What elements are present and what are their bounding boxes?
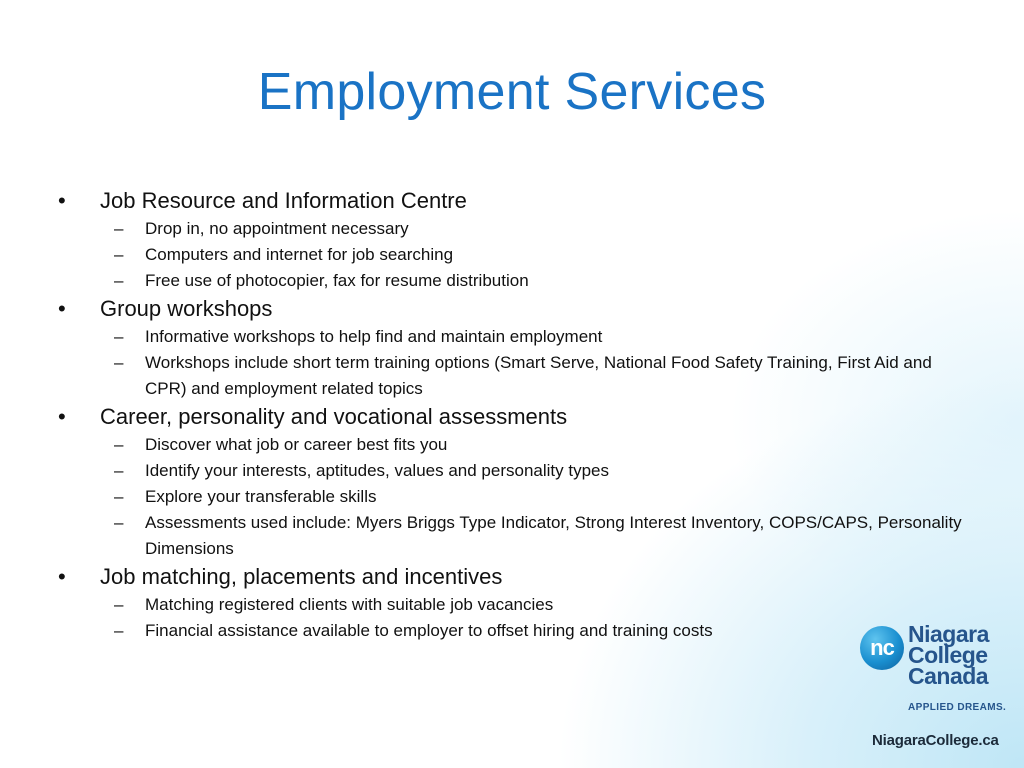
logo-line: Niagara [908, 621, 989, 647]
bullet-list [56, 186, 976, 644]
bullet-item [56, 562, 976, 591]
nc-logo-icon: nc [860, 626, 904, 670]
sub-item-text: Workshops include short term training options (Smart Serve, National Food Safety Training, First Aid and CPR) and employment related topics [145, 353, 932, 398]
sub-item-text: Drop in, no appointment necessary [145, 219, 409, 238]
sub-item-text: Identify your interests, aptitudes, values and personality types [145, 461, 609, 480]
sub-item [56, 242, 965, 268]
sub-item [56, 350, 965, 402]
bullet-icon: • [58, 564, 66, 589]
sub-item-text: Financial assistance available to employer to offset hiring and training costs [145, 621, 713, 640]
bullet-icon: • [58, 404, 66, 429]
sub-item [56, 510, 965, 562]
bullet-item [56, 402, 976, 431]
sub-item [56, 484, 965, 510]
sub-item [56, 216, 965, 242]
bullet-item [56, 294, 976, 323]
sub-item-text: Computers and internet for job searching [145, 245, 454, 264]
logo-tagline: APPLIED DREAMS. [908, 702, 1007, 713]
sub-item [56, 592, 965, 618]
bullet-heading: Group workshops [100, 296, 273, 321]
bullet-heading: Career, personality and vocational assessments [100, 404, 568, 429]
niagara-college-logo [860, 621, 1010, 718]
sub-item-text: Matching registered clients with suitable job vacancies [145, 595, 554, 614]
dash-icon: – [114, 327, 124, 346]
dash-icon: – [114, 353, 124, 372]
sub-item [56, 268, 965, 294]
bullet-heading: Job Resource and Information Centre [100, 188, 467, 213]
bullet-icon: • [58, 188, 66, 213]
bullet-icon: • [58, 296, 66, 321]
sub-item-text: Free use of photocopier, fax for resume distribution [145, 271, 529, 290]
website-url: NiagaraCollege.ca [872, 732, 999, 749]
dash-icon: – [114, 435, 124, 454]
dash-icon: – [114, 271, 124, 290]
dash-icon: – [114, 487, 124, 506]
sub-item [56, 432, 965, 458]
bullet-heading: Job matching, placements and incentives [100, 564, 503, 589]
sub-item-text: Assessments used include: Myers Briggs Type Indicator, Strong Interest Inventory, COPS/CAPS, Personality Dimensions [145, 513, 962, 558]
logo-line: Canada [908, 663, 989, 689]
dash-icon: – [114, 219, 124, 238]
sub-item-text: Discover what job or career best fits you [145, 435, 448, 454]
logo-wordmark [908, 621, 989, 689]
bullet-item [56, 186, 976, 215]
dash-icon: – [114, 621, 124, 640]
dash-icon: – [114, 513, 124, 532]
sub-item-text: Explore your transferable skills [145, 487, 377, 506]
sub-item [56, 618, 965, 644]
dash-icon: – [114, 461, 124, 480]
sub-item [56, 458, 965, 484]
dash-icon: – [114, 245, 124, 264]
sub-item-text: Informative workshops to help find and maintain employment [145, 327, 603, 346]
sub-item [56, 324, 965, 350]
slide-title: Employment Services [257, 63, 767, 121]
dash-icon: – [114, 595, 124, 614]
logo-line: College [908, 642, 988, 668]
